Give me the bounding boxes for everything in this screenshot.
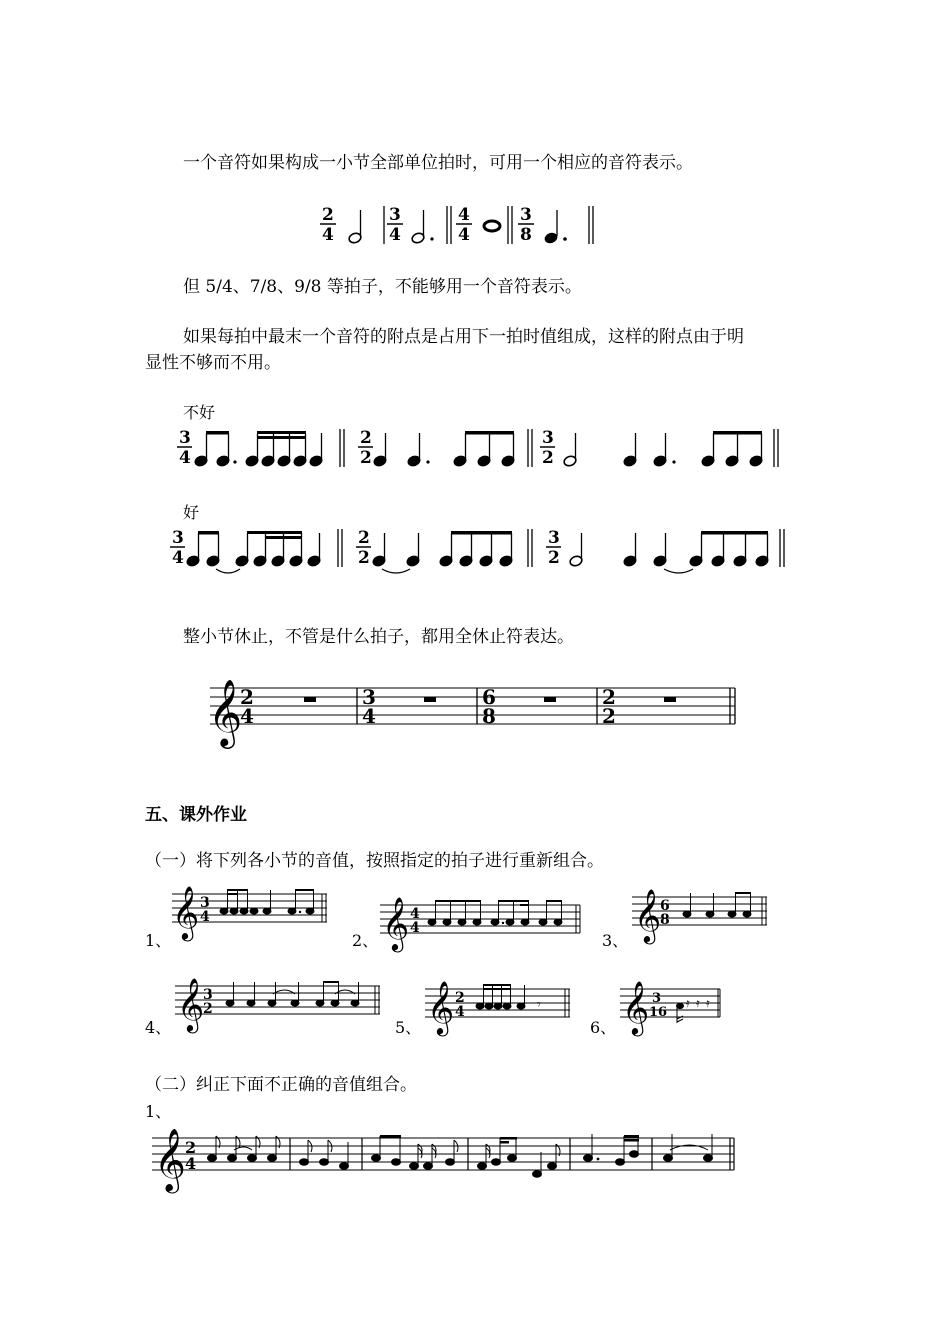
whole-rest-icon bbox=[304, 697, 316, 702]
treble-clef-icon: 𝄞 bbox=[382, 896, 410, 950]
svg-text:2: 2 bbox=[358, 528, 370, 548]
svg-text:4: 4 bbox=[362, 704, 376, 728]
treble-clef-icon: 𝄞 bbox=[177, 977, 205, 1031]
exercise-staff-1 bbox=[172, 880, 332, 940]
svg-text:4: 4 bbox=[240, 704, 254, 728]
svg-text:2: 2 bbox=[240, 685, 254, 709]
treble-clef-icon: 𝄞 bbox=[634, 888, 662, 942]
exercise-staff-6 bbox=[620, 975, 730, 1035]
svg-text:2: 2 bbox=[185, 1138, 197, 1157]
svg-text:4: 4 bbox=[410, 906, 420, 922]
paragraph-dot-rule-line1: 如果每拍中最末一个音符的附点是占用下一拍时值组成，这样的附点由于明 bbox=[183, 327, 744, 347]
eighth-rest-icon: 𝄾 bbox=[537, 997, 541, 1013]
ex-number: 1、 bbox=[145, 1102, 172, 1121]
treble-clef-icon: 𝄞 bbox=[172, 885, 200, 939]
whole-rest-icon bbox=[544, 697, 556, 702]
svg-text:2: 2 bbox=[360, 448, 372, 468]
ex-number: 6、 bbox=[590, 1018, 617, 1037]
svg-text:2: 2 bbox=[203, 1001, 213, 1017]
exercise-1-instruction: （一）将下列各小节的音值，按照指定的拍子进行重新组合。 bbox=[145, 851, 604, 871]
exercise-2-instruction: （二）纠正下面不正确的音值组合。 bbox=[145, 1075, 417, 1095]
paragraph-whole-bar: 一个音符如果构成一小节全部单位拍时，可用一个相应的音符表示。 bbox=[183, 153, 693, 173]
label-bad: 不好 bbox=[183, 403, 216, 422]
svg-text:3: 3 bbox=[542, 428, 554, 448]
svg-text:3: 3 bbox=[652, 991, 662, 1006]
ts-denominator: 8 bbox=[520, 225, 532, 245]
rest-icon: 𝄿 bbox=[686, 996, 690, 1010]
exercise-staff-5 bbox=[425, 975, 575, 1035]
paragraph-dot-rule-line2: 显性不够而不用。 bbox=[145, 353, 281, 373]
svg-text:4: 4 bbox=[410, 920, 420, 936]
label-good: 好 bbox=[183, 503, 200, 522]
ex-number: 2、 bbox=[352, 931, 379, 950]
whole-bar-notes-example bbox=[310, 200, 610, 250]
exercise-staff-2 bbox=[380, 895, 585, 950]
good-grouping-example bbox=[168, 525, 798, 577]
whole-rest-icon bbox=[424, 697, 436, 702]
exercise-staff-3 bbox=[632, 885, 772, 942]
svg-text:2: 2 bbox=[358, 548, 370, 568]
svg-text:4: 4 bbox=[455, 1004, 465, 1020]
ts-numerator: 3 bbox=[520, 205, 532, 225]
exercise-staff-4 bbox=[175, 970, 385, 1030]
ts-numerator: 3 bbox=[389, 205, 401, 225]
svg-text:3: 3 bbox=[179, 428, 191, 448]
ts-numerator: 4 bbox=[458, 205, 470, 225]
rest-icon: 𝄿 bbox=[696, 996, 700, 1010]
correction-staff bbox=[152, 1120, 742, 1190]
rest-icon: 𝄿 bbox=[706, 996, 710, 1010]
svg-text:8: 8 bbox=[482, 704, 496, 728]
svg-text:2: 2 bbox=[548, 548, 560, 568]
svg-text:4: 4 bbox=[172, 548, 184, 568]
bad-grouping-example bbox=[170, 425, 790, 473]
svg-text:2: 2 bbox=[360, 428, 372, 448]
svg-text:4: 4 bbox=[200, 909, 210, 925]
ts-denominator: 4 bbox=[322, 225, 334, 245]
svg-text:3: 3 bbox=[203, 987, 213, 1003]
svg-text:3: 3 bbox=[172, 528, 184, 548]
ts-numerator: 2 bbox=[322, 205, 334, 225]
svg-text:3: 3 bbox=[362, 685, 376, 709]
svg-text:2: 2 bbox=[455, 990, 465, 1006]
ex-number: 1、 bbox=[145, 931, 172, 950]
svg-text:2: 2 bbox=[602, 704, 616, 728]
treble-clef-icon: 𝄞 bbox=[622, 980, 650, 1034]
ex-number: 3、 bbox=[602, 931, 629, 950]
svg-text:8: 8 bbox=[660, 912, 670, 928]
treble-clef-icon: 𝄞 bbox=[208, 678, 243, 746]
svg-text:3: 3 bbox=[200, 895, 210, 911]
svg-text:16: 16 bbox=[649, 1005, 668, 1020]
paragraph-exceptions: 但 5/4、7/8、9/8 等拍子，不能够用一个音符表示。 bbox=[183, 277, 582, 297]
ts-denominator: 4 bbox=[458, 225, 470, 245]
ex-number: 4、 bbox=[145, 1018, 172, 1037]
svg-text:6: 6 bbox=[660, 898, 670, 914]
svg-text:4: 4 bbox=[185, 1154, 197, 1173]
paragraph-whole-rest: 整小节休止，不管是什么拍子，都用全休止符表达。 bbox=[183, 627, 574, 647]
svg-text:6: 6 bbox=[482, 685, 496, 709]
ex-number: 5、 bbox=[395, 1018, 422, 1037]
svg-text:3: 3 bbox=[548, 528, 560, 548]
section-heading: 五、课外作业 bbox=[145, 805, 247, 825]
whole-rest-staff bbox=[200, 680, 740, 750]
ts-denominator: 4 bbox=[389, 225, 401, 245]
svg-text:2: 2 bbox=[542, 448, 554, 468]
treble-clef-icon: 𝄞 bbox=[154, 1128, 186, 1191]
whole-rest-icon bbox=[664, 697, 676, 702]
treble-clef-icon: 𝄞 bbox=[427, 980, 455, 1034]
svg-text:2: 2 bbox=[602, 685, 616, 709]
svg-text:4: 4 bbox=[179, 448, 191, 468]
